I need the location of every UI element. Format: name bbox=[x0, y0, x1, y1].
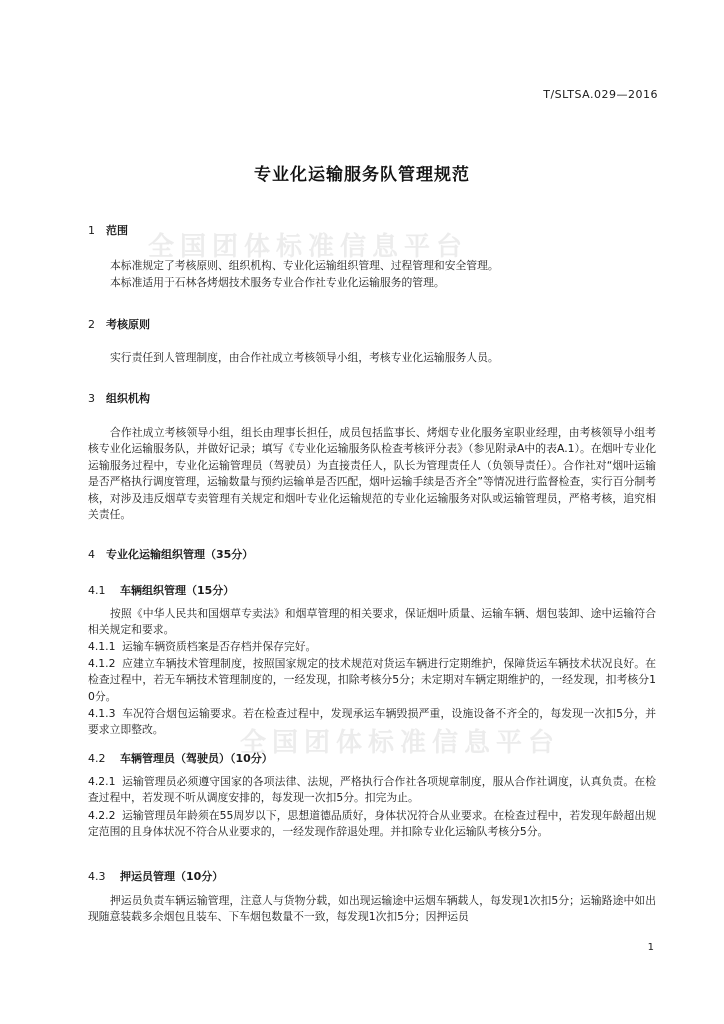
section-number: 4.1 bbox=[88, 584, 106, 597]
clause-text: 运输管理员年龄须在55周岁以下，思想道德品质好，身体状况符合从业要求。在检查过程中，若发现年龄超出规定范围的且身体状况不符合从业要求的，一经发现作辞退处理。并扣除专业化运输队考核分5分。 bbox=[88, 809, 656, 839]
section-title: 车辆组织管理（15分） bbox=[120, 584, 235, 597]
section-4-3-paragraph-1: 押运员负责车辆运输管理，注意人与货物分载，如出现运输途中运烟车辆载人，每发现1次扣5分；运输路途中如出现随意装载多余烟包且装车、下车烟包数量不一致，每发现1次扣5分；因押运员 bbox=[88, 894, 656, 924]
section-4-heading bbox=[88, 546, 253, 562]
watermark-bottom: 全国团体标准信息平台 bbox=[240, 728, 561, 758]
section-2-paragraph-1: 实行责任到人管理制度，由合作社成立考核领导小组，考核专业化运输服务人员。 bbox=[110, 351, 499, 364]
clause-number: 4.1.1 bbox=[88, 640, 116, 653]
clause-text: 应建立车辆技术管理制度，按照国家规定的技术规范对货运车辆进行定期维护，保障货运车辆技术状况良好。在检查过程中，若无车辆技术管理制度的，一经发现，扣除考核分5分；未定期对车辆定期维护的，一经发现，扣考核分10分。 bbox=[88, 657, 656, 703]
section-title: 专业化运输组织管理（35分） bbox=[106, 548, 254, 561]
clause-number: 4.1.2 bbox=[88, 657, 116, 670]
section-title: 车辆管理员（驾驶员）（10分） bbox=[120, 752, 273, 765]
section-4-1-paragraph-1: 按照《中华人民共和国烟草专卖法》和烟草管理的相关要求，保证烟叶质量、运输车辆、烟包装卸、途中运输符合相关规定和要求。 bbox=[88, 607, 656, 637]
watermark-top: 全国团体标准信息平台 bbox=[148, 232, 469, 262]
section-number: 4 bbox=[88, 548, 95, 561]
page-number: 1 bbox=[647, 942, 654, 953]
section-number: 2 bbox=[88, 318, 95, 331]
section-1-paragraph-1: 本标准规定了考核原则、组织机构、专业化运输组织管理、过程管理和安全管理。 bbox=[110, 259, 499, 272]
section-number: 4.3 bbox=[88, 870, 106, 883]
clause-number: 4.2.2 bbox=[88, 809, 116, 822]
section-2-heading bbox=[88, 316, 150, 332]
section-title: 押运员管理（10分） bbox=[120, 870, 224, 883]
section-number: 4.2 bbox=[88, 752, 106, 765]
clause-text: 运输管理员必须遵守国家的各项法律、法规，严格执行合作社各项规章制度，服从合作社调度，认真负责。在检查过程中，若发现不听从调度安排的，每发现一次扣5分。扣完为止。 bbox=[88, 775, 656, 805]
clause-number: 4.1.3 bbox=[88, 707, 116, 720]
document-title: 专业化运输服务队管理规范 bbox=[254, 165, 470, 185]
clause-4-1-2 bbox=[88, 656, 656, 705]
section-number: 3 bbox=[88, 392, 95, 405]
clause-text: 车况符合烟包运输要求。若在检查过程中，发现承运车辆毁损严重，设施设备不齐全的，每发现一次扣5分，并要求立即整改。 bbox=[88, 707, 656, 737]
section-title: 考核原则 bbox=[106, 318, 150, 331]
clause-text: 运输车辆资质档案是否存档并保存完好。 bbox=[122, 640, 317, 653]
clause-4-2-2 bbox=[88, 808, 656, 841]
standard-number: T/SLTSA.029—2016 bbox=[543, 88, 658, 101]
section-3-paragraph-1: 合作社成立考核领导小组，组长由理事长担任，成员包括监事长、烤烟专业化服务室职业经理，由考核领导小组考核专业化运输服务队，并做好记录；填写《专业化运输服务队检查考核评分表》（参见附录A中的表A.1）。在烟叶专业化运输服务过程中，专业化运输管理员（驾驶员）为直接责任人，队长为管理责任人（负领导责任）。合作社对“烟叶运输是否严格执行调度管理，运输数量与预约运输单是否匹配，烟叶运输手续是否齐全”等情况进行监督检查，实行百分制考核，对涉及违反烟草专卖管理有关规定和烟叶专业化运输规范的专业化运输服务对队或运输管理员，严格考核，追究相关责任。 bbox=[88, 426, 656, 522]
clause-4-2-1 bbox=[88, 774, 656, 807]
section-title: 组织机构 bbox=[106, 392, 150, 405]
clause-4-1-3 bbox=[88, 706, 656, 739]
clause-number: 4.2.1 bbox=[88, 775, 116, 788]
section-number: 1 bbox=[88, 224, 95, 237]
section-1-paragraph-2: 本标准适用于石林各烤烟技术服务专业合作社专业化运输服务的管理。 bbox=[110, 276, 445, 289]
section-4-3-heading bbox=[88, 868, 223, 884]
clause-4-1-1 bbox=[88, 639, 656, 655]
section-3-heading bbox=[88, 390, 150, 406]
section-title: 范围 bbox=[106, 224, 128, 237]
section-1-heading bbox=[88, 222, 128, 238]
section-4-1-heading bbox=[88, 582, 234, 598]
section-4-2-heading bbox=[88, 750, 273, 766]
